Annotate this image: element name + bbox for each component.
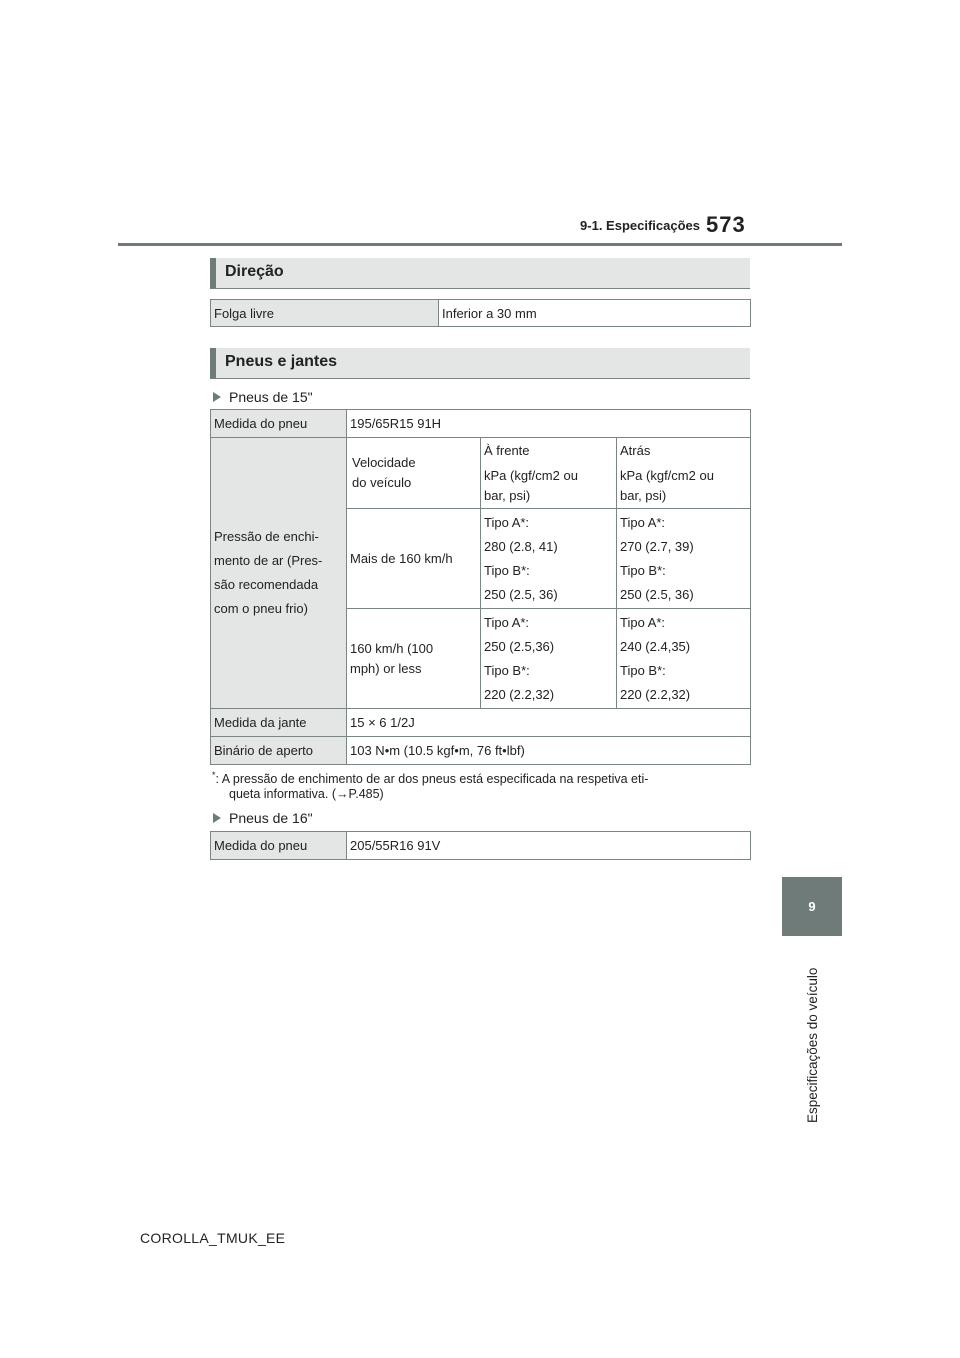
value-line: 250 (2.5, 36): [620, 586, 694, 602]
value-line: Tipo A*:: [620, 614, 666, 630]
value-line: 220 (2.2,32): [484, 686, 555, 702]
head-speed: [347, 438, 481, 509]
table-row: [211, 410, 751, 438]
speed-160-or-less: [347, 609, 481, 709]
section-heading-pneus: Pneus e jantes: [210, 348, 750, 379]
page-number: 573: [706, 212, 746, 237]
value-line: Tipo B*:: [484, 562, 530, 578]
jante-value: 15 × 6 1/2J: [347, 709, 751, 737]
value-line: Tipo A*:: [620, 514, 666, 530]
footnote-mark: *: [212, 770, 216, 780]
pneus-16-table: [210, 831, 751, 860]
value-line: 250 (2.5,36): [484, 638, 555, 654]
footnote: [212, 768, 752, 802]
table-row: [211, 300, 751, 327]
speed-over-160: Mais de 160 km/h: [347, 509, 481, 609]
bullet-pneus-15: [213, 389, 313, 405]
speed-line: 160 km/h (100: [350, 640, 434, 656]
chapter-tab: [782, 877, 842, 936]
pressao-line: com o pneu frio): [214, 601, 308, 616]
rear-pressure-2: [617, 609, 751, 709]
value-line: 280 (2.8, 41): [484, 538, 558, 554]
pneus-15-table: [210, 409, 751, 765]
chapter-number: 9: [808, 899, 816, 914]
value-line: Tipo B*:: [484, 662, 530, 678]
bullet-triangle-icon: [213, 392, 221, 402]
head-line: kPa (kgf/cm2 ou: [620, 468, 714, 483]
value-line: 270 (2.7, 39): [620, 538, 694, 554]
pressao-line: Pressão de enchi-: [214, 529, 319, 544]
bullet-text: Pneus de 15": [229, 389, 313, 405]
value-line: Tipo B*:: [620, 662, 666, 678]
section-heading-direcao: Direção: [210, 258, 750, 289]
table-row: [211, 438, 751, 509]
head-front: [481, 438, 617, 509]
medida-value-16: 205/55R16 91V: [347, 832, 751, 860]
table-row: [211, 832, 751, 860]
head-line: bar, psi): [620, 488, 667, 503]
value-line: Tipo A*:: [484, 614, 530, 630]
footer-code: COROLLA_TMUK_EE: [140, 1230, 286, 1246]
medida-label: Medida do pneu: [211, 410, 347, 438]
value-line: 250 (2.5, 36): [484, 586, 558, 602]
pressao-line: mento de ar (Pres-: [214, 553, 323, 568]
folga-label: Folga livre: [211, 300, 439, 327]
head-line: kPa (kgf/cm2 ou: [484, 468, 578, 483]
head-line: Atrás: [620, 443, 651, 458]
footnote-line1: : A pressão de enchimento de ar dos pneus está especificada na respetiva eti-: [215, 772, 649, 787]
bullet-text: Pneus de 16": [229, 810, 313, 826]
rear-pressure-1: [617, 509, 751, 609]
direcao-table: [210, 299, 751, 327]
speed-line: mph) or less: [350, 660, 422, 676]
head-line: do veículo: [352, 475, 412, 490]
table-row: [211, 709, 751, 737]
value-line: Tipo A*:: [484, 514, 530, 530]
pressao-label: [211, 438, 347, 709]
chapter-label-wrap: [801, 945, 821, 1145]
head-line: À frente: [484, 443, 530, 458]
bullet-triangle-icon: [213, 813, 221, 823]
jante-label: Medida da jante: [211, 709, 347, 737]
head-line: bar, psi): [484, 488, 531, 503]
front-pressure-1: [481, 509, 617, 609]
value-line: 240 (2.4,35): [620, 638, 691, 654]
head-rear: [617, 438, 751, 509]
chapter-label: Especificações do veículo: [805, 967, 820, 1123]
front-pressure-2: [481, 609, 617, 709]
medida-label-16: Medida do pneu: [211, 832, 347, 860]
table-row: [211, 737, 751, 765]
folga-value: Inferior a 30 mm: [439, 300, 751, 327]
head-line: Velocidade: [352, 455, 416, 470]
footnote-line2: queta informativa. (→P.485): [229, 787, 384, 802]
value-line: 220 (2.2,32): [620, 686, 691, 702]
binario-label: Binário de aperto: [211, 737, 347, 765]
section-header: 9-1. Especificações: [580, 218, 700, 233]
binario-value: 103 N•m (10.5 kgf•m, 76 ft•lbf): [347, 737, 751, 765]
bullet-pneus-16: [213, 810, 313, 826]
value-line: Tipo B*:: [620, 562, 666, 578]
medida-value: 195/65R15 91H: [347, 410, 751, 438]
pressao-line: são recomendada: [214, 577, 319, 592]
header-rule: [118, 243, 842, 246]
